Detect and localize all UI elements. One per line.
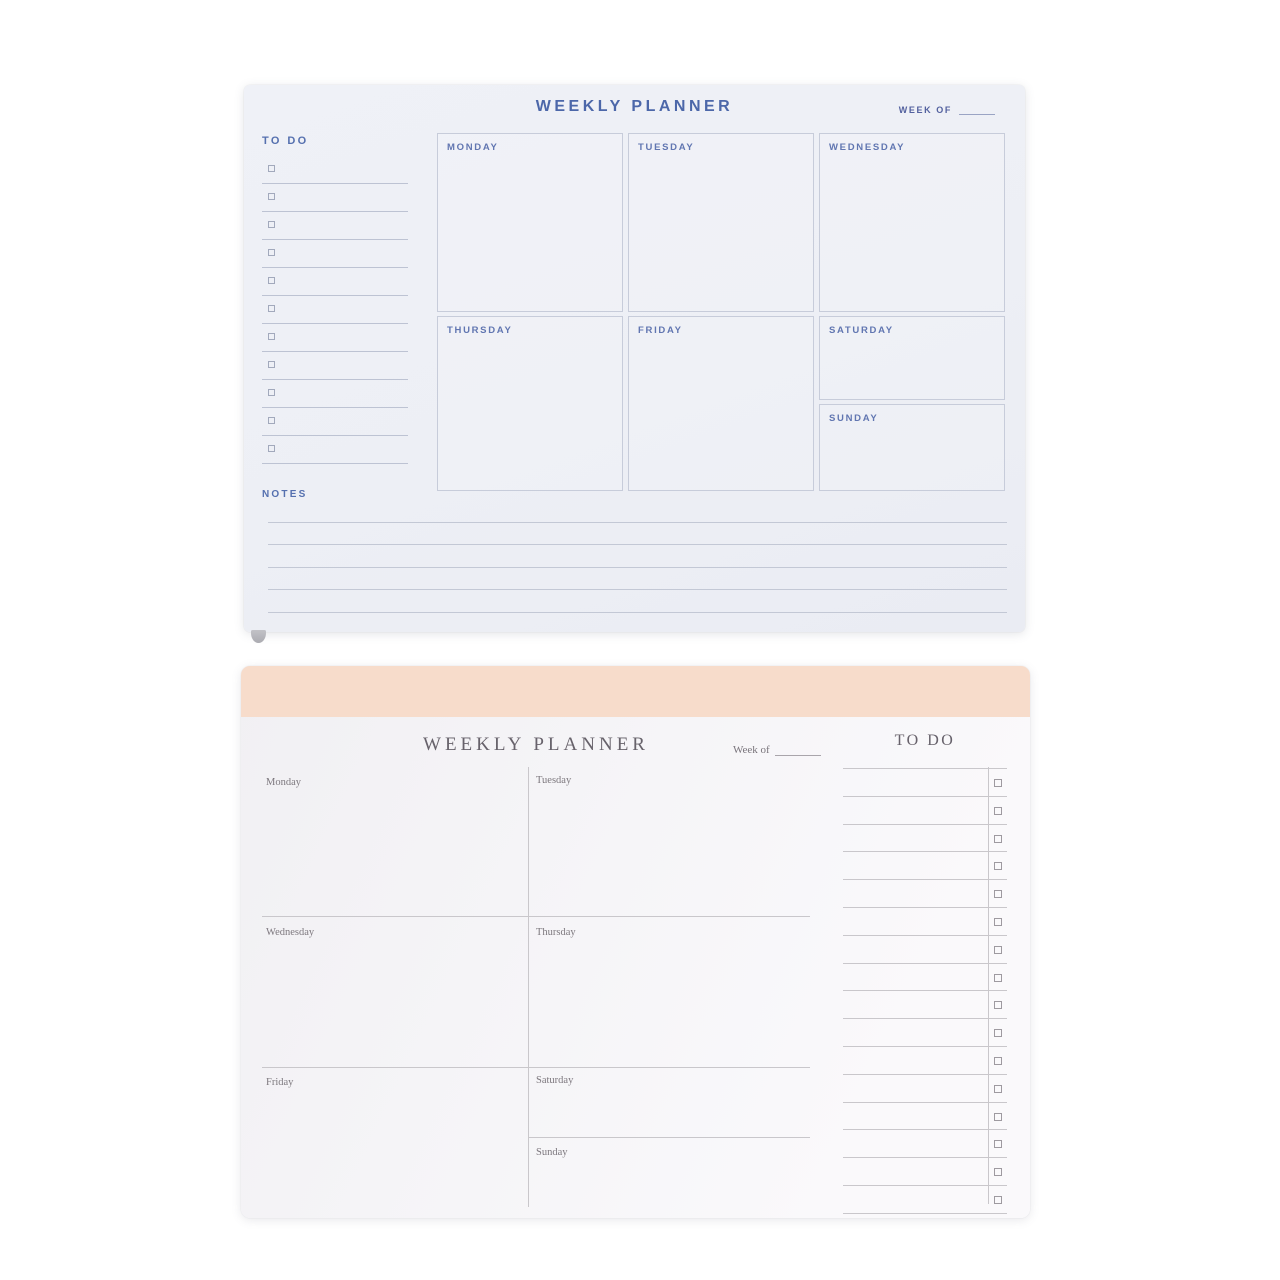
week-of-label: Week of bbox=[733, 744, 770, 756]
checkbox-icon bbox=[994, 918, 1002, 926]
day-cell-wednesday bbox=[819, 133, 1005, 312]
todo-row bbox=[843, 1047, 1007, 1075]
row-divider bbox=[262, 916, 810, 917]
day-label: FRIDAY bbox=[638, 325, 683, 336]
checkbox-icon bbox=[994, 862, 1002, 870]
day-label-thursday: Thursday bbox=[536, 927, 576, 938]
day-label: SATURDAY bbox=[829, 325, 894, 336]
day-cell-thursday bbox=[437, 316, 623, 491]
saturday-sunday-divider bbox=[528, 1137, 810, 1138]
todo-row bbox=[843, 1158, 1007, 1186]
notes-lines bbox=[268, 500, 1007, 613]
todo-row bbox=[262, 380, 408, 408]
todo-row bbox=[843, 852, 1007, 880]
checkbox-icon bbox=[994, 835, 1002, 843]
checkbox-icon bbox=[994, 779, 1002, 787]
checkbox-icon bbox=[994, 1140, 1002, 1148]
checkbox-icon bbox=[268, 165, 275, 172]
checkbox-icon bbox=[994, 1001, 1002, 1009]
checkbox-icon bbox=[268, 361, 275, 368]
todo-row bbox=[262, 184, 408, 212]
checkbox-icon bbox=[268, 305, 275, 312]
todo-list bbox=[843, 768, 1007, 1214]
checkbox-icon bbox=[268, 249, 275, 256]
day-cell-sunday bbox=[819, 404, 1005, 491]
day-label-tuesday: Tuesday bbox=[536, 775, 572, 786]
day-label-sunday: Sunday bbox=[536, 1147, 568, 1158]
day-cell-tuesday bbox=[628, 133, 814, 312]
todo-header: TO DO bbox=[262, 135, 309, 147]
todo-row bbox=[843, 1019, 1007, 1047]
weekly-planner-pad-peach bbox=[241, 666, 1030, 1218]
column-divider bbox=[528, 767, 529, 1207]
day-label: MONDAY bbox=[447, 142, 499, 153]
week-of-blank-line bbox=[775, 746, 821, 756]
todo-row bbox=[262, 324, 408, 352]
todo-row bbox=[262, 212, 408, 240]
checkbox-icon bbox=[268, 277, 275, 284]
checkbox-icon bbox=[994, 890, 1002, 898]
checkbox-icon bbox=[994, 807, 1002, 815]
note-line bbox=[268, 500, 1007, 523]
week-of-label: WEEK OF bbox=[898, 105, 952, 115]
todo-row bbox=[262, 436, 408, 464]
todo-row bbox=[843, 1186, 1007, 1214]
todo-row bbox=[843, 797, 1007, 825]
day-cell-saturday bbox=[819, 316, 1005, 400]
todo-row bbox=[843, 825, 1007, 853]
day-label-saturday: Saturday bbox=[536, 1075, 574, 1086]
day-grid bbox=[262, 765, 810, 1208]
notes-header: NOTES bbox=[262, 489, 308, 500]
planner-title: WEEKLY PLANNER bbox=[535, 98, 734, 115]
checkbox-icon bbox=[268, 389, 275, 396]
note-line bbox=[268, 590, 1007, 613]
todo-row bbox=[843, 936, 1007, 964]
checkbox-icon bbox=[268, 193, 275, 200]
todo-row bbox=[262, 408, 408, 436]
note-line bbox=[268, 545, 1007, 568]
todo-row bbox=[843, 1103, 1007, 1131]
todo-row bbox=[262, 352, 408, 380]
checkbox-icon bbox=[268, 333, 275, 340]
day-label-monday: Monday bbox=[266, 777, 301, 788]
checkbox-icon bbox=[994, 1196, 1002, 1204]
checkbox-icon bbox=[268, 417, 275, 424]
weekly-planner-pad-blue bbox=[244, 85, 1025, 632]
note-line bbox=[268, 523, 1007, 546]
week-of-field bbox=[899, 104, 995, 115]
planner-title: WEEKLY PLANNER bbox=[423, 734, 649, 755]
checkbox-icon bbox=[994, 1029, 1002, 1037]
checkbox-icon bbox=[994, 974, 1002, 982]
todo-list bbox=[262, 156, 408, 464]
todo-row bbox=[843, 964, 1007, 992]
day-label: WEDNESDAY bbox=[829, 142, 906, 153]
day-grid bbox=[437, 133, 1003, 489]
todo-row bbox=[843, 991, 1007, 1019]
page-curl-corner bbox=[251, 630, 266, 643]
checkbox-icon bbox=[994, 1168, 1002, 1176]
todo-row bbox=[843, 769, 1007, 797]
day-label-wednesday: Wednesday bbox=[266, 927, 315, 938]
checkbox-icon bbox=[994, 1113, 1002, 1121]
todo-row bbox=[843, 880, 1007, 908]
week-of-blank-line bbox=[959, 104, 995, 115]
checkbox-icon bbox=[994, 1085, 1002, 1093]
checkbox-icon bbox=[268, 221, 275, 228]
day-label-friday: Friday bbox=[266, 1077, 294, 1088]
todo-row bbox=[843, 1130, 1007, 1158]
todo-row bbox=[262, 156, 408, 184]
todo-header: TO DO bbox=[894, 732, 956, 749]
day-label: TUESDAY bbox=[638, 142, 695, 153]
row-divider bbox=[262, 1067, 810, 1068]
day-cell-friday bbox=[628, 316, 814, 491]
todo-row bbox=[262, 240, 408, 268]
day-label: SUNDAY bbox=[829, 413, 879, 424]
checkbox-icon bbox=[994, 946, 1002, 954]
todo-row bbox=[843, 908, 1007, 936]
day-cell-monday bbox=[437, 133, 623, 312]
todo-row bbox=[843, 1075, 1007, 1103]
todo-row bbox=[262, 296, 408, 324]
day-label: THURSDAY bbox=[447, 325, 513, 336]
todo-row bbox=[262, 268, 408, 296]
note-line bbox=[268, 568, 1007, 591]
todo-checkbox-column-divider bbox=[988, 767, 989, 1204]
peach-header-band bbox=[241, 666, 1030, 717]
checkbox-icon bbox=[994, 1057, 1002, 1065]
week-of-field bbox=[733, 744, 821, 756]
checkbox-icon bbox=[268, 445, 275, 452]
